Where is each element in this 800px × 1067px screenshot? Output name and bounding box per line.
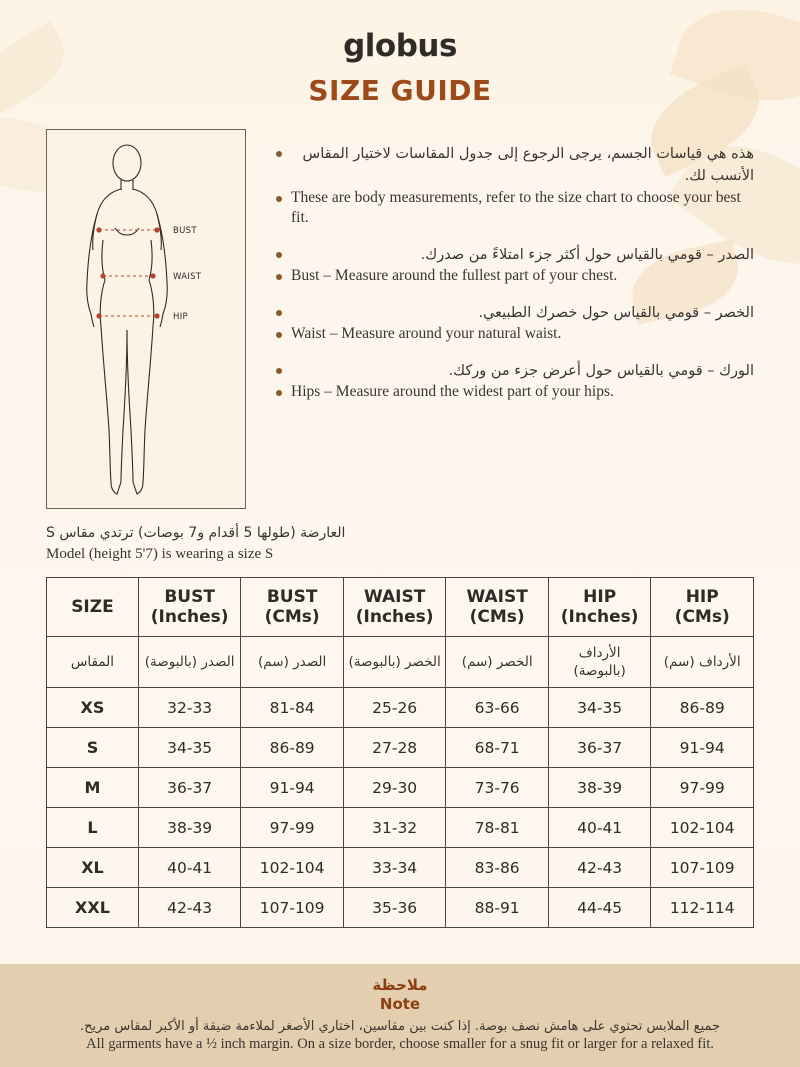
table-header-row-en bbox=[47, 577, 754, 636]
cell-size: M bbox=[47, 768, 139, 808]
size-chart-table bbox=[46, 577, 754, 929]
cell-bust-cms: 107-109 bbox=[241, 888, 344, 928]
bullet-dot-icon bbox=[276, 310, 282, 316]
cell-bust-cms: 81-84 bbox=[241, 688, 344, 728]
cell-waist-cms: 83-86 bbox=[446, 848, 549, 888]
table-row bbox=[47, 728, 754, 768]
cell-hip-cms: 86-89 bbox=[651, 688, 754, 728]
column-header-line2: (CMs) bbox=[674, 606, 730, 627]
cell-waist-cms: 63-66 bbox=[446, 688, 549, 728]
column-header-line2: (Inches) bbox=[560, 606, 639, 627]
list-item bbox=[276, 360, 754, 382]
column-header-ar-hip-cms: الأرداف (سم) bbox=[651, 636, 754, 687]
cell-waist-inches: 27-28 bbox=[343, 728, 446, 768]
column-header-line1: WAIST bbox=[466, 586, 528, 607]
column-header-hip-cms bbox=[651, 577, 754, 636]
cell-bust-inches: 32-33 bbox=[138, 688, 241, 728]
cell-hip-cms: 112-114 bbox=[651, 888, 754, 928]
cell-waist-cms: 88-91 bbox=[446, 888, 549, 928]
instruction-text-en: These are body measurements, refer to the size chart to choose your best fit. bbox=[291, 188, 741, 227]
bullet-dot-icon bbox=[276, 390, 282, 396]
cell-size: XS bbox=[47, 688, 139, 728]
list-item bbox=[276, 324, 754, 344]
bullet-dot-icon bbox=[276, 252, 282, 258]
model-note-en: Model (height 5'7) is wearing a size S bbox=[46, 545, 274, 562]
instruction-text-ar: الصدر – قومي بالقياس حول أكثر جزء امتلاءً من صدرك. bbox=[420, 246, 754, 263]
cell-waist-cms: 68-71 bbox=[446, 728, 549, 768]
cell-hip-inches: 36-37 bbox=[548, 728, 651, 768]
cell-waist-inches: 29-30 bbox=[343, 768, 446, 808]
cell-size: L bbox=[47, 808, 139, 848]
bullet-dot-icon bbox=[276, 196, 282, 202]
instruction-text-ar: هذه هي قياسات الجسم، يرجى الرجوع إلى جدول المقاسات لاختيار المقاس الأنسب لك. bbox=[302, 146, 754, 185]
figure-label-bust: BUST bbox=[173, 226, 197, 236]
cell-bust-inches: 36-37 bbox=[138, 768, 241, 808]
table-row bbox=[47, 808, 754, 848]
cell-hip-inches: 34-35 bbox=[548, 688, 651, 728]
column-header-line2: (CMs) bbox=[469, 606, 525, 627]
column-header-ar-waist-inches: الخصر (بالبوصة) bbox=[343, 636, 446, 687]
column-header-waist-inches bbox=[343, 577, 446, 636]
column-header-line1: BUST bbox=[164, 586, 215, 607]
bullet-dot-icon bbox=[276, 332, 282, 338]
column-header-line2: (CMs) bbox=[264, 606, 320, 627]
footer-note-title-en: Note bbox=[379, 995, 421, 1013]
column-header-hip-inches bbox=[548, 577, 651, 636]
instruction-group-waist bbox=[276, 302, 754, 345]
cell-size: XXL bbox=[47, 888, 139, 928]
table-row bbox=[47, 768, 754, 808]
bullet-dot-icon bbox=[276, 368, 282, 374]
cell-bust-inches: 42-43 bbox=[138, 888, 241, 928]
column-header-line2: (Inches) bbox=[150, 606, 229, 627]
instruction-text-ar: الخصر – قومي بالقياس حول خصرك الطبيعي. bbox=[478, 304, 754, 321]
column-header-line1: BUST bbox=[266, 586, 318, 607]
footer-note bbox=[0, 964, 800, 1067]
instruction-text-ar: الورك – قومي بالقياس حول أعرض جزء من وركك. bbox=[448, 362, 754, 379]
column-header-line1: HIP bbox=[685, 586, 719, 607]
cell-hip-cms: 91-94 bbox=[651, 728, 754, 768]
cell-bust-cms: 91-94 bbox=[241, 768, 344, 808]
column-header-line1: HIP bbox=[583, 586, 617, 607]
cell-hip-inches: 40-41 bbox=[548, 808, 651, 848]
cell-hip-inches: 42-43 bbox=[548, 848, 651, 888]
table-row bbox=[47, 888, 754, 928]
cell-hip-cms: 107-109 bbox=[651, 848, 754, 888]
measurement-guide-section bbox=[0, 129, 800, 509]
page-title: SIZE GUIDE bbox=[308, 74, 492, 107]
instruction-text-en: Bust – Measure around the fullest part of your chest. bbox=[291, 267, 618, 285]
cell-bust-cms: 97-99 bbox=[241, 808, 344, 848]
bullet-dot-icon bbox=[276, 151, 282, 157]
column-header-line1: WAIST bbox=[364, 586, 426, 607]
column-header-size bbox=[47, 577, 139, 636]
cell-bust-inches: 38-39 bbox=[138, 808, 241, 848]
list-item bbox=[276, 143, 754, 188]
cell-hip-cms: 102-104 bbox=[651, 808, 754, 848]
column-header-ar-hip-inches: الأرداف (بالبوصة) bbox=[548, 636, 651, 687]
cell-bust-inches: 40-41 bbox=[138, 848, 241, 888]
cell-bust-inches: 34-35 bbox=[138, 728, 241, 768]
cell-bust-cms: 86-89 bbox=[241, 728, 344, 768]
cell-size: S bbox=[47, 728, 139, 768]
column-header-ar-bust-cms: الصدر (سم) bbox=[241, 636, 344, 687]
instruction-group-bust bbox=[276, 244, 754, 287]
cell-hip-cms: 97-99 bbox=[651, 768, 754, 808]
cell-hip-inches: 38-39 bbox=[548, 768, 651, 808]
size-chart-table-wrapper bbox=[0, 577, 800, 929]
column-header-bust-inches bbox=[138, 577, 241, 636]
table-row bbox=[47, 688, 754, 728]
model-figure-illustration bbox=[46, 129, 246, 509]
cell-size: XL bbox=[47, 848, 139, 888]
cell-waist-inches: 35-36 bbox=[343, 888, 446, 928]
cell-hip-inches: 44-45 bbox=[548, 888, 651, 928]
footer-note-title-ar: ملاحظة bbox=[372, 976, 428, 994]
instructions-list bbox=[246, 129, 754, 509]
column-header-line1: SIZE bbox=[71, 596, 114, 617]
list-item bbox=[276, 302, 754, 324]
model-note-ar: العارضة (طولها 5 أقدام و7 بوصات) ترتدي مقاس S bbox=[46, 525, 346, 541]
list-item bbox=[276, 266, 754, 286]
cell-waist-inches: 33-34 bbox=[343, 848, 446, 888]
footer-note-body-ar: جميع الملابس تحتوي على هامش نصف بوصة. إذا كنت بين مقاسين، اختاري الأصغر لملاءمة ضيقة أو الأكبر لمقاس مريح. bbox=[79, 1019, 721, 1034]
cell-waist-inches: 31-32 bbox=[343, 808, 446, 848]
figure-label-waist: WAIST bbox=[173, 272, 202, 282]
instruction-text-en: Waist – Measure around your natural waist. bbox=[291, 325, 562, 343]
cell-bust-cms: 102-104 bbox=[241, 848, 344, 888]
column-header-waist-cms bbox=[446, 577, 549, 636]
list-item bbox=[276, 188, 754, 229]
column-header-ar-size: المقاس bbox=[47, 636, 139, 687]
column-header-ar-bust-inches: الصدر (بالبوصة) bbox=[138, 636, 241, 687]
bullet-dot-icon bbox=[276, 274, 282, 280]
table-header-row-ar bbox=[47, 636, 754, 687]
instruction-group-general bbox=[276, 143, 754, 229]
list-item bbox=[276, 382, 754, 402]
cell-waist-cms: 78-81 bbox=[446, 808, 549, 848]
brand-logo: globus bbox=[343, 28, 457, 64]
instruction-text-en: Hips – Measure around the widest part of your hips. bbox=[291, 383, 614, 401]
instruction-group-hips bbox=[276, 360, 754, 403]
body-diagram-icon bbox=[47, 130, 243, 506]
cell-waist-inches: 25-26 bbox=[343, 688, 446, 728]
cell-waist-cms: 73-76 bbox=[446, 768, 549, 808]
model-note bbox=[0, 519, 800, 563]
column-header-ar-waist-cms: الخصر (سم) bbox=[446, 636, 549, 687]
column-header-line2: (Inches) bbox=[355, 606, 434, 627]
list-item bbox=[276, 244, 754, 266]
footer-note-body-en: All garments have a ½ inch margin. On a size border, choose smaller for a snug fit or larger for a relaxed fit. bbox=[86, 1036, 714, 1052]
column-header-bust-cms bbox=[241, 577, 344, 636]
table-row bbox=[47, 848, 754, 888]
figure-label-hip: HIP bbox=[173, 312, 188, 322]
